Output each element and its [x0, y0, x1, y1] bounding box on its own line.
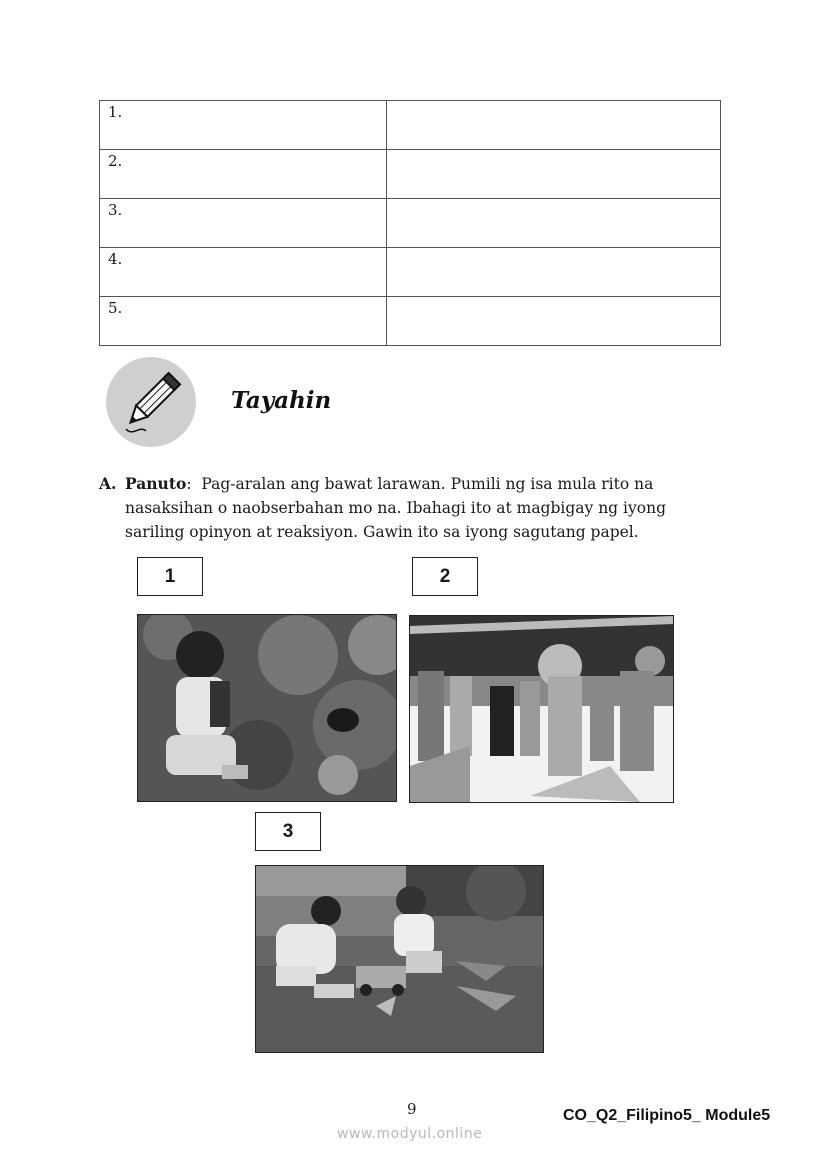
item-letter: A. — [99, 474, 117, 493]
module-code: CO_Q2_Filipino5_ Module5 — [563, 1107, 771, 1124]
picture-number-box-3: 3 — [255, 812, 321, 851]
table-row — [100, 297, 721, 346]
instructions-line-1: Pag-aralan ang bawat larawan. Pumili ng isa mula rito na — [201, 475, 654, 493]
instructions-line-3: sariling opinyon at reaksiyon. Gawin ito sa iyong sagutang papel. — [125, 523, 639, 541]
page-number: 9 — [407, 1100, 417, 1118]
answer-cell[interactable] — [387, 199, 721, 248]
picture-number-box-2: 2 — [412, 557, 478, 596]
answer-cell[interactable] — [387, 297, 721, 346]
table-row — [100, 248, 721, 297]
answer-cell[interactable] — [387, 248, 721, 297]
table-row — [100, 101, 721, 150]
section-title: Tayahin — [231, 387, 332, 414]
watermark-link[interactable]: www.modyul.online — [337, 1126, 483, 1142]
row-number-cell: 3. — [100, 199, 387, 248]
photo-festival-dancers — [409, 615, 674, 803]
row-number-cell: 5. — [100, 297, 387, 346]
row-number-cell: 2. — [100, 150, 387, 199]
row-number-cell: 1. — [100, 101, 387, 150]
instructions-label: Panuto — [125, 474, 187, 493]
photo-children-toys — [255, 865, 544, 1053]
row-number-cell: 4. — [100, 248, 387, 297]
answer-table — [99, 100, 721, 346]
instructions-line-2: nasaksihan o naobserbahan mo na. Ibahagi ito at magbigay ng iyong — [125, 499, 666, 517]
picture-number-box-1: 1 — [137, 557, 203, 596]
table-row — [100, 150, 721, 199]
answer-cell[interactable] — [387, 101, 721, 150]
instructions: A. Panuto: Pag-aralan ang bawat larawan. Pumili ng isa mula rito na nasaksihan o naobserbahan mo na. Ibahagi ito at magbigay ng iyong sariling opinyon at reaksiyon. Gawin ito sa iyong sagutang papel. — [99, 472, 729, 544]
table-row — [100, 199, 721, 248]
answer-cell[interactable] — [387, 150, 721, 199]
photo-child-plants — [137, 614, 397, 802]
pencil-icon — [106, 357, 196, 447]
